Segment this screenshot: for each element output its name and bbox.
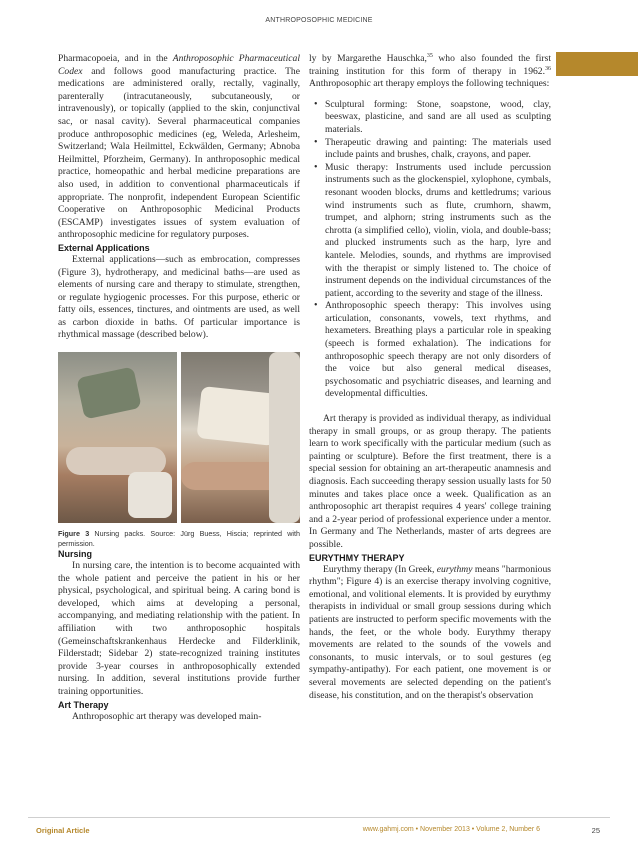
footer-divider (28, 817, 610, 818)
nursing-pack-photo-right (181, 352, 300, 523)
running-head: ANTHROPOSOPHIC MEDICINE (265, 17, 373, 24)
heading-eurythmy-therapy: EURYTHMY THERAPY (309, 552, 405, 563)
heading-art-therapy: Art Therapy (58, 699, 109, 710)
paragraph-art-therapy: Anthroposophic art therapy was developed main- (72, 710, 262, 722)
paragraph-pharmacopoeia: Pharmacopoeia, and in the Anthroposophic Pharmaceutical Codex and follows good manufacturing practice. The medications are administered orally, rectally, vaginally, parenterally (intracutaneously, subcutaneously, or intravenously), or topically (applied to the skin, conjunctival sac, or nasal cavity). Several pharmaceutical companies produce anthroposophic medicines (eg, Weleda, Arlesheim, Switzerland; Wala Heilmittel, Eckwälden, Germany; Abnoba Heilmittel, Pforzheim, Germany). In anthroposophic medical practice, homeopathic and herbal medicine preparations are also used, in addition to conventional pharmaceuticals if appropriate. The nonprofit, independent European Scientific Cooperative on Anthroposophic Medicinal Products (ESCAMP) investigates issues of system evaluation of anthroposophic medicine for regulatory purposes. (58, 53, 300, 241)
paragraph-art-therapy-details: Art therapy is provided as individual therapy, as individual therapy in small groups, or as group therapy. The patients learn to work specifically with the particular medium (such as painting or sculpture). Before the first treatment, there is a special session for obtaining an art-therapeutic anamnesis and diagnosis. Each succeeding therapy session usually lasts for 50 minutes and takes place once a week. Qualification as an anthroposophic art therapist requires 4 years' college training and a 2-year period of professional experience under a mentor. In Germany and The Netherlands, master of arts degrees are possible. (309, 413, 551, 550)
reference-36[interactable]: 36 (545, 65, 551, 72)
list-item: • Music therapy: Instruments used include percussion instruments such as the glockenspiel, xylophone, cymbals, resonant wooden blocks, drums and kettledrums; various wind instruments such as flute, crumhorn, shawm, trumpet, and alphorn; string instruments such as the chrotta (a simplified cello), violin, viola, and double-bass; and plucked instruments such as the harp, lyre and kantele. Melodies, sounds, and rhythms are improvised with the therapist or simply listened to. The choice of instrument depends on the individual circumstances of the patient, according to the severity and stage of the illness. (325, 162, 551, 301)
paragraph-nursing: In nursing care, the intention is to become acquainted with the whole patient and perceive the patient in his or her physical, psychological, and spiritual being. A caring bond is developed, which aims at developing a personal, accompanying, and mediating relationship with the patient. In affiliation with two anthroposophic hospitals (Gemeinschaftskrankenhaus Herdecke and Filderklinik, Filderstadt; Sidebar 2) state-recognized training institutes provide 3-year courses in anthroposophically extended nursing. In addition, several institutions provide further training opportunities. (58, 560, 300, 697)
figure-3-caption: Figure 3 Nursing packs. Source: Jürg Buess, Hiscia; reprinted with permission. (58, 529, 300, 548)
footer-section-label: Original Article (36, 826, 90, 835)
heading-external-applications: External Applications (58, 242, 150, 253)
codex-title: Anthroposophic Pharmaceutical Codex (58, 53, 300, 77)
reference-35[interactable]: 35 (426, 52, 433, 59)
section-tab-accent (556, 52, 638, 76)
figure-3-photos (58, 352, 300, 523)
paragraph-hauschka: ly by Margarethe Hauschka,$^{35}$ who also founded the first training institution for this form of therapy in 1962.36 Anthroposophic art therapy employs the following techniques: (309, 52, 551, 90)
left-column (58, 53, 300, 723)
technique-list (309, 99, 551, 401)
footer-citation: www.gahmj.com • November 2013 • Volume 2, Number 6 (362, 826, 540, 833)
eurythmy-term: eurythmy (436, 563, 473, 575)
paragraph-eurythmy: Eurythmy therapy (In Greek, eurythmy means "harmonious rhythm"; Figure 4) is an exercise therapy involving cognitive, emotional, and volitional elements. It is provided by eurythmy therapists in individual or small group sessions during which patients are instructed to perform specific movements with the hands, the feet, or the whole body. Eurythmy therapy movements are related to the sounds of the vowels and consonants, to music intervals, or to soul gestures (eg sympathy-antipathy). For each patient, one movement is or several movements are selected depending on the patient's disease, his constitution, and on the therapist's observation (309, 563, 551, 701)
paragraph-external-applications: External applications—such as embrocation, compresses (Figure 3), hydrotherapy, and medicinal baths—are used as elements of nursing care and therapy to stimulate, strengthen, or regulate hygiogenic processes. For this purpose, etheric or fatty oils, essences, tinctures, and ointments are used, as well as carbon dioxide in baths. Of particular importance is rhythmical massage (described below). (58, 253, 300, 341)
nursing-pack-photo-left (58, 352, 177, 523)
list-item: • Therapeutic drawing and painting: The materials used include paints and brushes, chalk, crayons, and paper. (325, 137, 551, 162)
page-number: 25 (591, 826, 600, 835)
heading-nursing: Nursing (58, 549, 93, 560)
list-item: • Anthroposophic speech therapy: This involves using articulation, consonants, vowels, text rhythms, and hexameters. Breathing plays a particular role in speaking (speech is formed exhalation). The indications for anthroposophic speech therapy are not only disorders of the voice but also general medical diseases, psychosomatic and psychiatric diseases, and learning and developmental difficulties. (325, 300, 551, 401)
list-item: • Sculptural forming: Stone, soapstone, wood, clay, beeswax, plasticine, and sand are all used as sculpting materials. (325, 99, 551, 137)
right-column (309, 53, 551, 702)
